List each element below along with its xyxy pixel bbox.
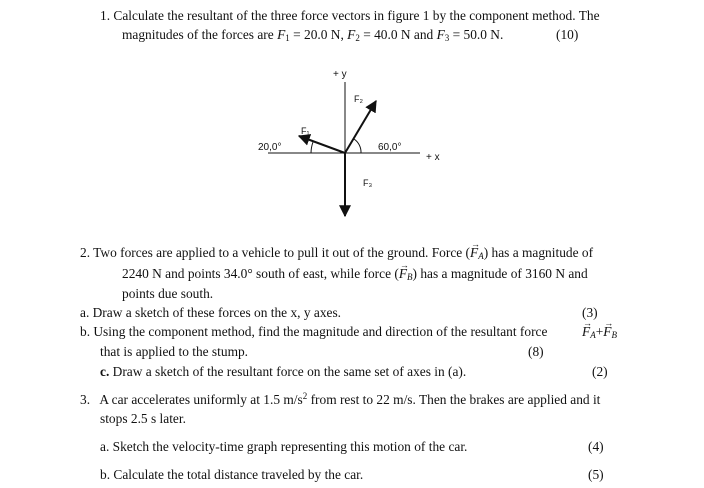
q2-line2-pre: 2240 N and points 34.0° south of east, while force ( [122,266,399,281]
q2-part-a-marks: (3) [582,305,598,320]
q2-line2 [122,266,588,282]
f2-angle-label: 60,0° [378,142,402,153]
x-axis-label: + x [426,152,440,163]
q1-f1-subscript: 1 [285,33,290,43]
q1-f2-value: = 40.0 N and [359,27,437,42]
q2-line1-post: ) has a magnitude of [483,245,594,260]
q1-f3-value: = 50.0 N. [449,27,504,42]
q2-part-c [100,364,466,380]
q2-line2-post: ) has a magnitude of 3160 N and [412,266,588,281]
q1-f1-value: = 20.0 N, [289,27,348,42]
y-axis-label: + y [333,69,347,80]
force-diagram [0,0,704,230]
q3-line2: stops 2.5 s later. [100,411,186,426]
q2-part-c-letter: c. [100,364,110,379]
f1-angle-label: 20,0° [258,142,282,153]
sum-plus: + [595,324,604,339]
q3-part-a-marks: (4) [588,439,604,454]
q1-f1-symbol: F [277,27,286,42]
q1-f3-subscript: 3 [444,33,450,43]
q1-marks: (10) [556,27,579,42]
fb-vector-symbol: → $F_B$ [399,266,413,282]
q2-part-c-text: Draw a sketch of the resultant force on the same set of axes in (a). [109,364,467,379]
q1-f2-symbol: F [347,27,356,42]
fb-vector-symbol-2: → $F_B$ [603,324,617,340]
q2-part-c-marks: (2) [592,364,608,379]
q2-part-a: a. Draw a sketch of these forces on the x, y axes. [80,305,342,320]
q3-number: 3. [80,392,91,407]
f1-label: F₁ [301,126,310,136]
f3-label: F₃ [363,178,373,188]
q1-f2-subscript: 2 [355,33,360,43]
f2-angle-arc [354,139,361,153]
q2-line1-pre: Two forces are applied to a vehicle to pull it out of the ground. Force ( [93,245,471,260]
q1-text-line1: Calculate the resultant of the three force vectors in figure 1 by the component method. The [113,8,600,23]
q3-line1-pre: A car accelerates uniformly at 1.5 m/s [99,392,303,407]
resultant-sum-expression [582,324,617,340]
f2-vector [345,101,376,153]
q2-part-b-marks: (8) [528,344,544,359]
q1-f3-symbol: F [436,27,445,42]
q2-number: 2. [80,245,91,260]
q3-line1 [80,392,600,408]
q2-line3: points due south. [122,286,214,301]
fa-vector-symbol: → $F_A$ [470,245,484,261]
q2-part-b-line2: that is applied to the stump. [100,344,249,359]
fa-vector-symbol-2: → $F_A$ [582,324,596,340]
q3-part-b-marks: (5) [588,467,604,482]
q3-unit-superscript: 2 [302,391,308,401]
q1-line2-lead: magnitudes of the forces are [122,27,274,42]
q3-part-b: b. Calculate the total distance traveled by the car. [100,467,364,482]
q1-number: 1. [100,8,111,23]
f1-angle-arc [311,142,313,153]
f2-label: F₂ [354,94,363,104]
f1-vector [299,136,345,153]
q3-line1-post: from rest to 22 m/s. Then the brakes are applied and it [307,392,601,407]
q2-line1 [80,245,593,261]
q2-part-b-line1: b. Using the component method, find the magnitude and direction of the resultant force [80,324,548,339]
q3-part-a: a. Sketch the velocity-time graph representing this motion of the car. [100,439,468,454]
